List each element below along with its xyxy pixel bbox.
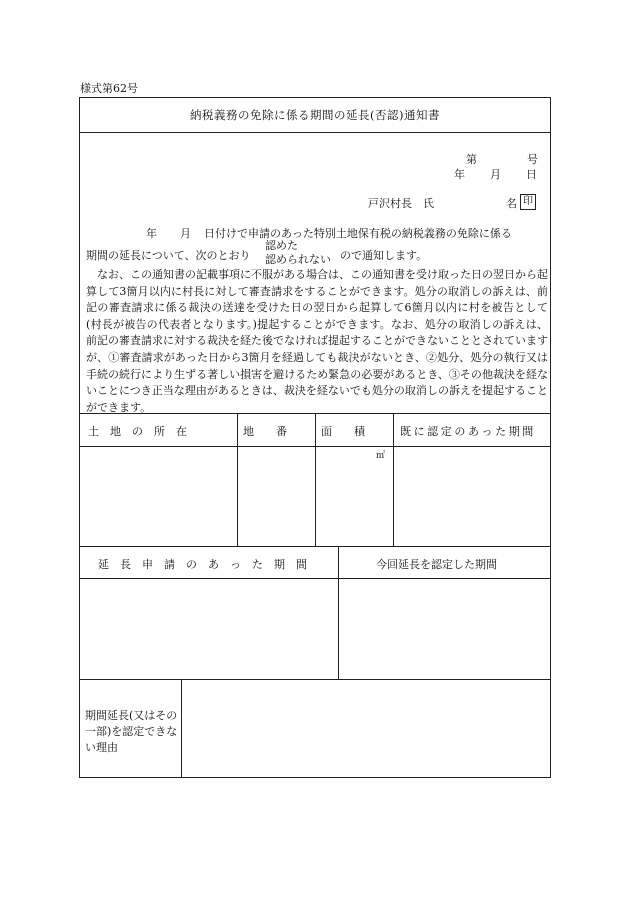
divider: [80, 578, 550, 579]
header-certified-period: 既に認定のあった期間: [400, 425, 536, 438]
body-line-2-post: ので通知します。: [340, 249, 428, 262]
header-location: 土 地 の 所 在: [88, 425, 187, 438]
divider: [80, 679, 550, 680]
column-divider: [393, 413, 394, 546]
body-line-2-pre: 期間の延長について、次のとおり: [86, 249, 251, 262]
area-unit: ㎡: [376, 451, 386, 461]
name-label: 名: [506, 197, 517, 210]
header-area: 面 積: [321, 425, 365, 438]
column-divider: [338, 546, 339, 679]
option-approved: 認めた: [265, 239, 298, 252]
number-prefix: 第: [466, 153, 477, 166]
reason-label: 期間延長(又はその一部)を認定できない理由: [85, 709, 178, 754]
divider: [80, 132, 550, 133]
form-number: 様式第62号: [80, 82, 138, 95]
column-divider: [237, 413, 238, 546]
appeal-notice: なお、この通知書の記載事項に不服がある場合は、この通知書を受け取った日の翌日から起算して3箇月以内に村長に対して審査請求をすることができます。処分の取消しの訴えは、前記の審査請求に係る裁決の送達を受けた日の翌日から起算して6箇月以内に村を被告として(村長が被告の代表者となります。)提起することができます。なお、処分の取消しの訴えは、前記の審査請求に対する裁決を経た後でなければ提起することができないこととされていますが、①審査請求があった日から3箇月を経過しても裁決がないとき、②処分、処分の執行又は手続の続行により生ずる著しい損害を避けるため緊急の必要があるとき、③その他裁決を経ないことにつき正当な理由があるときは、裁決を経ないでも処分の取消しの訴えを提起することができます。: [86, 268, 548, 414]
number-suffix: 号: [527, 153, 538, 166]
notice-form: [79, 97, 551, 778]
date-month: 月: [490, 168, 501, 181]
body-line-1: 日付けで申請のあった特別土地保有税の納税義務の免除に係る: [204, 227, 512, 240]
column-divider: [315, 413, 316, 546]
column-divider: [181, 679, 182, 778]
header-requested-period: 延 長 申 請 の あ っ た 期 間: [98, 558, 307, 571]
seal-mark: 印: [520, 194, 536, 210]
divider: [80, 546, 550, 547]
date-day: 日: [526, 168, 537, 181]
body-date-month: 月: [180, 227, 191, 240]
option-denied: 認められない: [265, 253, 331, 266]
header-lot-number: 地 番: [243, 425, 287, 438]
approval-options: [265, 239, 331, 267]
body-date-year: 年: [146, 227, 157, 240]
document-title: 納税義務の免除に係る期間の延長(否認)通知書: [190, 108, 440, 122]
date-year: 年: [454, 168, 465, 181]
header-certified-this-time: 今回延長を認定した期間: [376, 558, 497, 571]
sender-name: 戸沢村長 氏: [368, 197, 434, 210]
